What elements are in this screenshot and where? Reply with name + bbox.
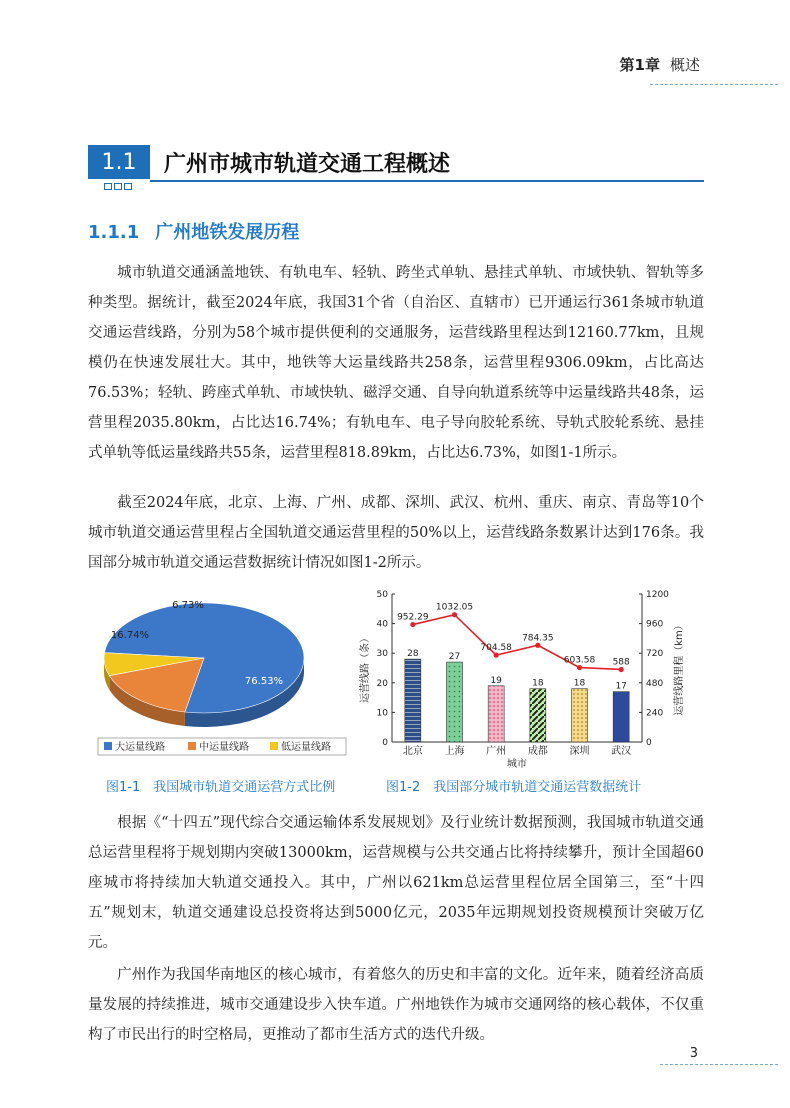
line-point: [619, 667, 624, 672]
bar-value-label: 17: [615, 681, 627, 692]
bar: [613, 692, 629, 742]
bar: [405, 659, 421, 742]
header-title: 概述: [669, 56, 700, 74]
bar-value-label: 28: [407, 649, 419, 660]
y-tick-label: 30: [376, 649, 388, 660]
y-tick-label: 0: [382, 738, 388, 748]
x-tick-label: 武汉: [611, 746, 632, 757]
line-point: [494, 653, 499, 658]
paragraph-2: 截至2024年底，北京、上海、广州、成都、深圳、武汉、杭州、重庆、南京、青岛等10个城市轨道交通运营里程占全国轨道交通运营里程的50%以上，运营线路条数累计达到176条。我国部分城市轨道交通运营数据统计情况如图1-2所示。: [88, 495, 704, 571]
bar-line-chart: [352, 584, 694, 774]
subsection-title: 广州地铁发展历程: [155, 222, 300, 243]
line-value-label: 952.29: [397, 612, 429, 623]
line-value-label: 704.58: [480, 643, 512, 654]
pie-value-label: 16.74%: [110, 630, 150, 641]
bar: [488, 686, 504, 742]
line-point: [577, 665, 582, 670]
line-value-label: 1032.05: [435, 602, 474, 613]
x-tick-label: 北京: [402, 746, 423, 757]
bar-value-label: 19: [490, 675, 502, 686]
line-point: [452, 612, 457, 617]
bar-value-label: 18: [573, 678, 586, 689]
y2-axis-title: 运营线路里程（km）: [674, 620, 685, 716]
line-point: [535, 643, 540, 648]
section-underline: [150, 180, 704, 182]
y2-tick-label: 1200: [646, 590, 669, 600]
line-value-label: 588: [612, 657, 630, 668]
legend-label: 大运量线路: [115, 742, 165, 753]
footer-divider: [660, 1064, 778, 1065]
y2-tick-label: 960: [646, 619, 664, 630]
legend-swatch: [188, 742, 196, 750]
subsection-number: 1.1.1: [88, 222, 140, 243]
x-tick-label: 广州: [486, 746, 507, 757]
y2-tick-label: 480: [646, 678, 664, 689]
legend-label: 中运量线路: [199, 742, 249, 753]
legend-label: 低运量线路: [281, 742, 331, 753]
bar: [530, 689, 546, 742]
section-number: 1.1: [88, 145, 150, 179]
x-tick-label: 上海: [444, 746, 465, 757]
pie-value-label: 6.73%: [172, 600, 204, 611]
section-square-icon: [104, 183, 112, 190]
y2-tick-label: 0: [646, 738, 652, 748]
section-square-icon: [114, 183, 122, 190]
pie-value-label: 76.53%: [244, 676, 284, 687]
x-tick-label: 成都: [527, 746, 548, 757]
subsection-heading: [88, 218, 299, 244]
paragraph-4: 广州作为我国华南地区的核心城市，有着悠久的历史和丰富的文化。近年来，随着经济高质量发展的持续推进，城市交通建设步入快车道。广州地铁作为城市交通网络的核心载体，不仅重构了市民出行的时空格局，更推动了都市生活方式的迭代升级。: [88, 967, 704, 1043]
y-tick-label: 10: [376, 708, 388, 719]
line-value-label: 784.35: [522, 633, 554, 644]
figure-1-caption: 图1-1 我国城市轨道交通运营方式比例: [106, 780, 336, 795]
y-tick-label: 40: [376, 619, 388, 630]
bar-value-label: 18: [532, 678, 544, 689]
y2-tick-label: 240: [646, 708, 664, 719]
y-tick-label: 50: [376, 590, 388, 600]
figure-2-caption: 图1-2 我国部分城市轨道交通运营数据统计: [386, 780, 642, 795]
legend-swatch: [104, 742, 112, 750]
pie-legend: [98, 738, 346, 755]
paragraph-1: 城市轨道交通涵盖地铁、有轨电车、轻轨、跨坐式单轨、悬挂式单轨、市域快轨、智轨等多种类型。据统计，截至2024年底，我国31个省（自治区、直辖市）已开通运行361条城市轨道交通运营线路，分别为58个城市提供便利的交通服务，运营线路里程达到12160.77km，且规模仍在快速发展壮大。其中，地铁等大运量线路共258条，运营里程9306.09km，占比高达76.53%；轻轨、跨座式单轨、市域快轨、磁浮交通、自导向轨道系统等中运量线路共48条，运营里程2035.80km，占比达16.74%；有轨电车、电子导向胶轮系统、导轨式胶轮系统、悬挂式单轨等低运量线路共55条，运营里程818.89km，占比达6.73%，如图1-1所示。: [88, 265, 704, 461]
bar: [572, 689, 588, 742]
y2-tick-label: 720: [646, 649, 664, 660]
header-chapter: 第1章: [619, 56, 660, 74]
y-tick-label: 20: [376, 678, 388, 689]
bar-value-label: 27: [448, 652, 461, 663]
line-point: [410, 622, 415, 627]
legend-swatch: [270, 742, 278, 750]
line-value-label: 603.58: [563, 655, 596, 666]
x-axis-title: 城市: [507, 759, 527, 770]
paragraph-3: 根据《“十四五”现代综合交通运输体系发展规划》及行业统计数据预测，我国城市轨道交通总运营里程将于规划期内突破13000km，运营规模与公共交通占比将持续攀升，预计全国超60座城市将持续加大轨道交通投入。其中，广州以621km总运营里程位居全国第三，至“十四五”规划末，轨道交通建设总投资将达到5000亿元，2035年远期规划投资规模预计突破万亿元。: [88, 815, 704, 951]
pie-chart: [92, 588, 354, 760]
y-axis-title: 运营线路（条）: [360, 633, 371, 703]
x-tick-label: 深圳: [569, 746, 590, 757]
page-number: 3: [689, 1046, 698, 1061]
section-square-icon: [124, 183, 132, 190]
bar: [447, 662, 463, 742]
section-title: 广州市城市轨道交通工程概述: [164, 152, 451, 177]
running-header: [620, 54, 700, 75]
header-divider: [650, 84, 778, 85]
